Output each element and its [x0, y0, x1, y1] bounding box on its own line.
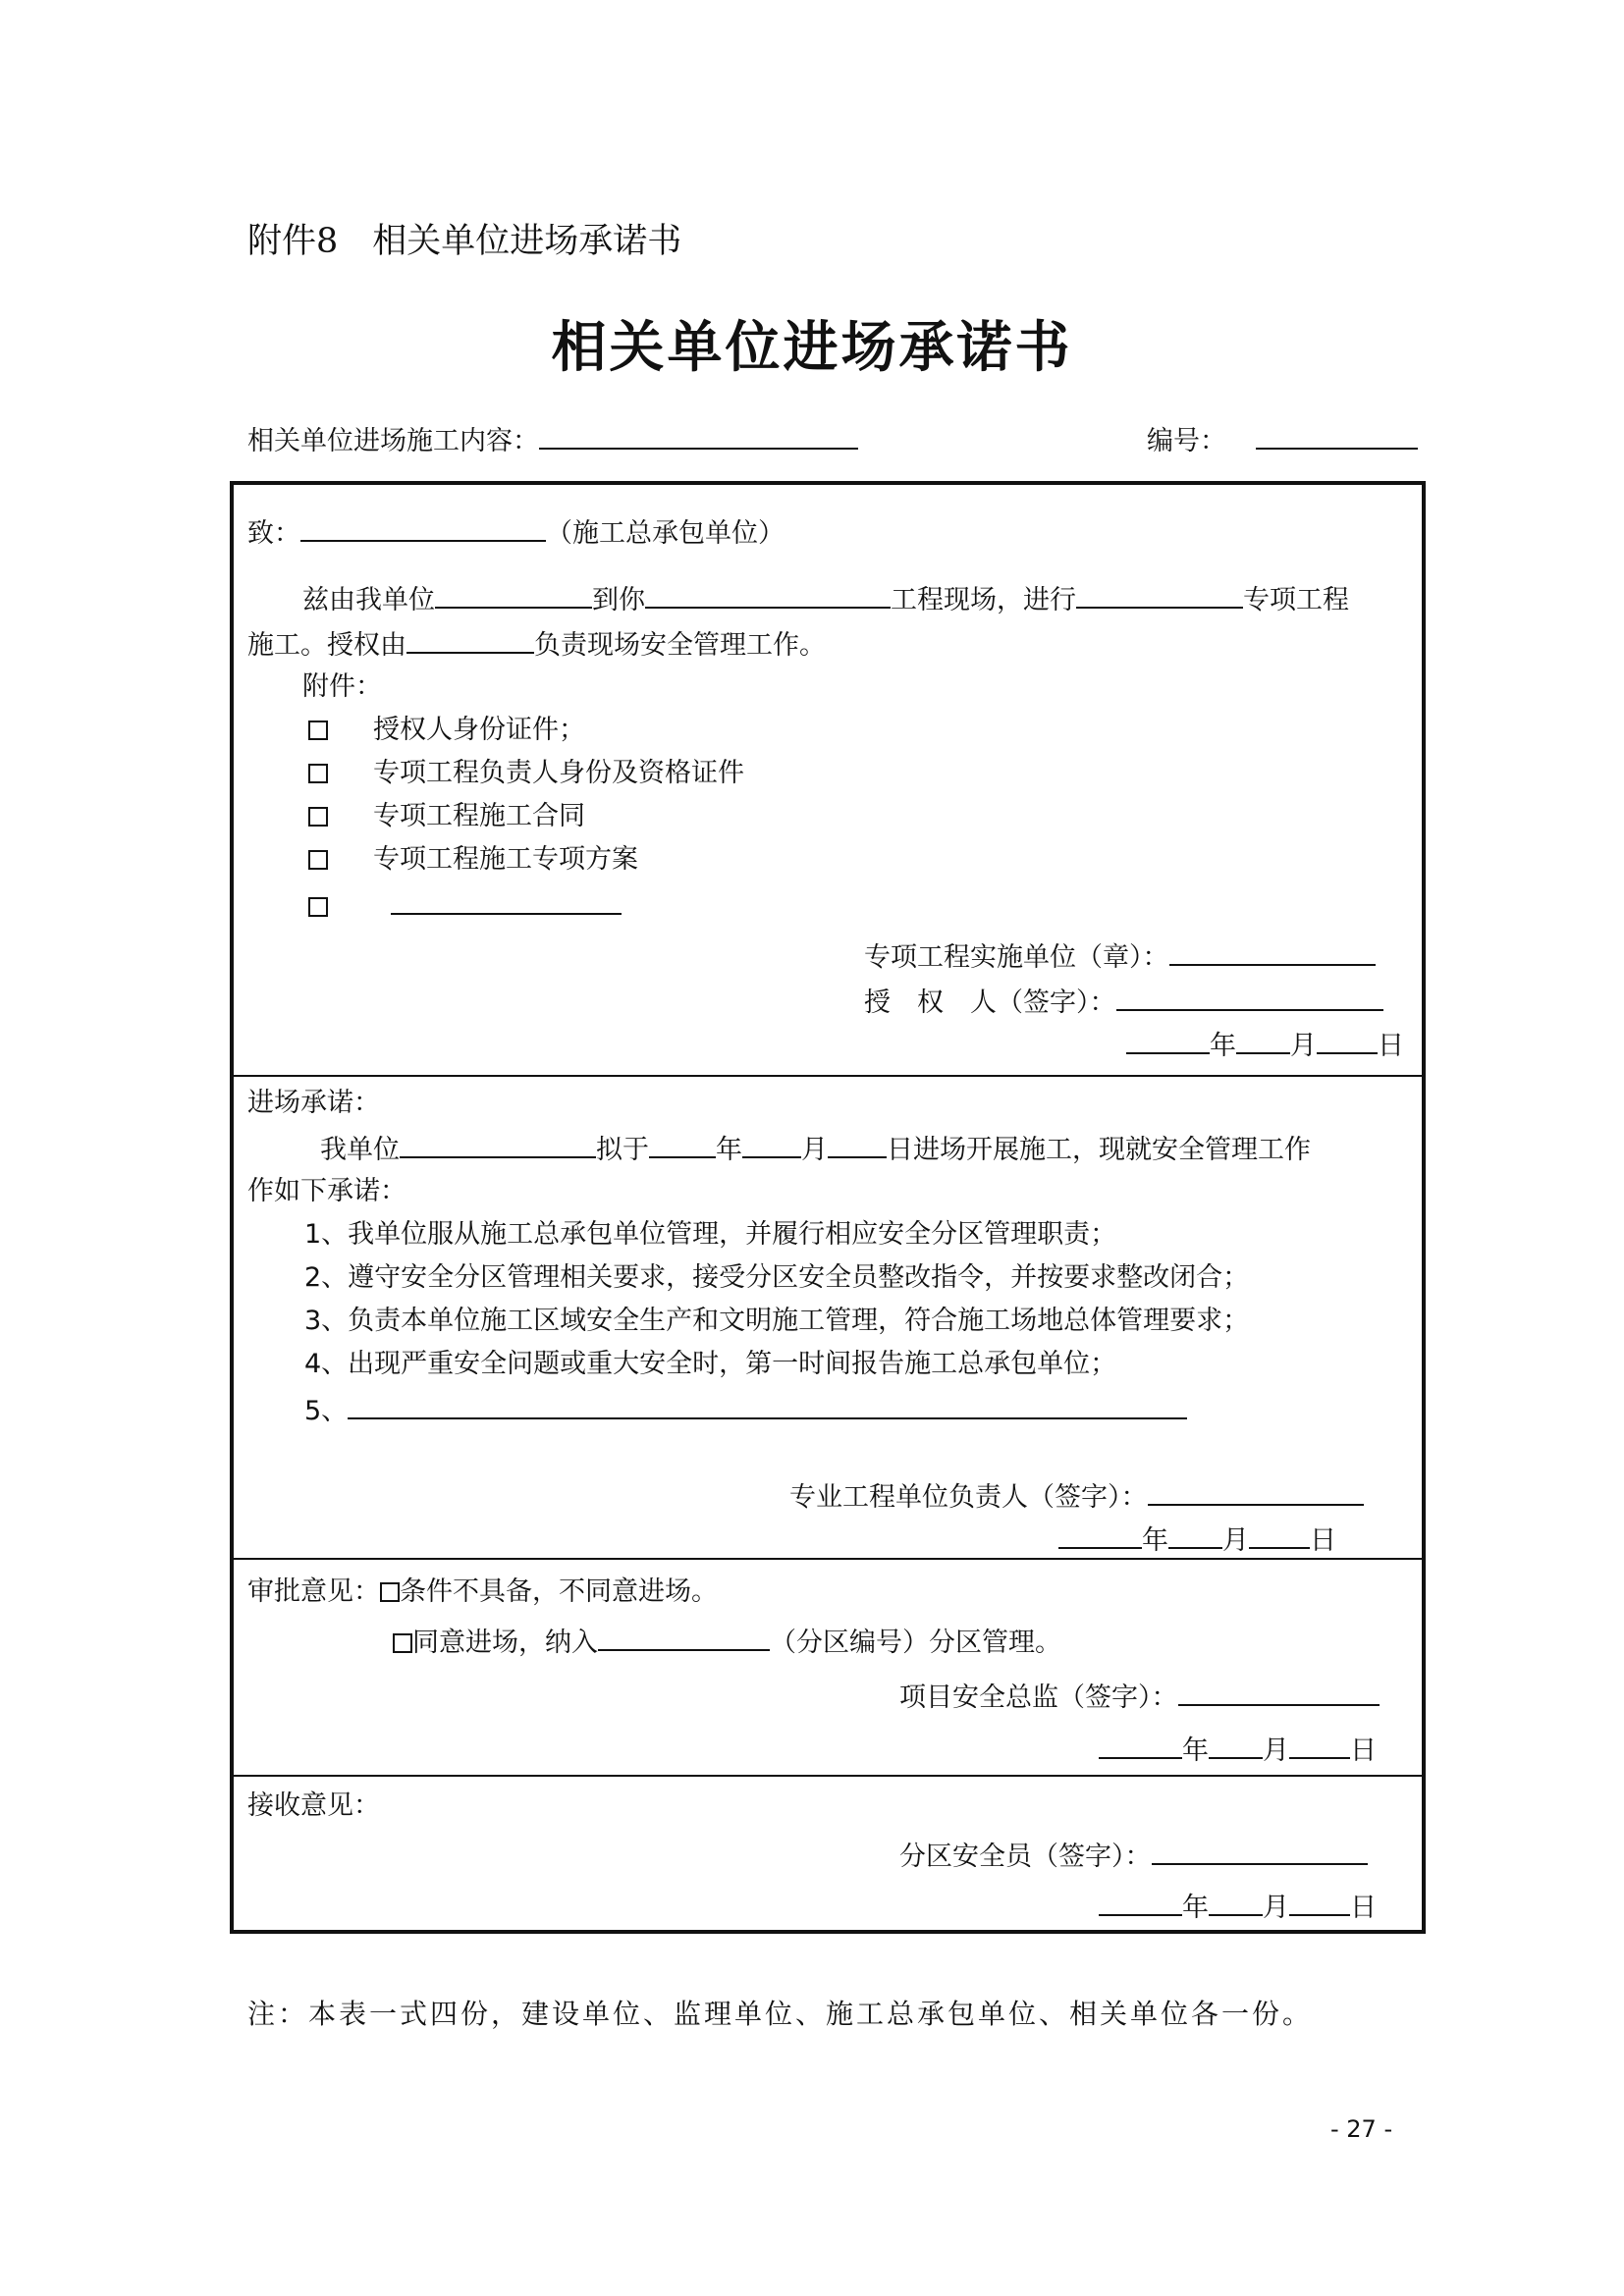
s3-sign-label: 项目安全总监（签字）： [899, 1682, 1178, 1713]
month-label: 月 [1290, 1031, 1317, 1061]
to-row [247, 512, 785, 552]
month-field[interactable] [1209, 1887, 1263, 1916]
year-field[interactable] [1126, 1025, 1210, 1054]
day-label: 日 [1378, 1031, 1404, 1061]
s2-year-field[interactable] [649, 1129, 716, 1158]
checkbox[interactable] [308, 721, 328, 740]
s1-line1 [302, 579, 1349, 618]
number-row [1147, 420, 1418, 459]
month-label: 月 [1263, 1735, 1289, 1766]
page-title: 相关单位进场承诺书 [551, 316, 1073, 380]
attachment-label: 专项工程负责人身份及资格证件 [373, 758, 744, 788]
s2-line1 [320, 1129, 1311, 1168]
form-table [230, 481, 1426, 1934]
month-field[interactable] [1236, 1025, 1290, 1054]
promise-item-5 [304, 1390, 1187, 1429]
divider-3 [230, 1775, 1426, 1777]
zone-number-field[interactable] [598, 1622, 770, 1651]
s2-sign-label: 专业工程单位负责人（签字）： [789, 1482, 1148, 1513]
divider-1 [230, 1075, 1426, 1077]
year-field[interactable] [1058, 1520, 1142, 1549]
sign1-field[interactable] [1169, 936, 1376, 966]
footnote: 注：本表一式四份，建设单位、监理单位、施工总承包单位、相关单位各一份。 [247, 1998, 1314, 2030]
to-suffix: （施工总承包单位） [546, 518, 785, 549]
month-label: 月 [1263, 1893, 1289, 1923]
month-label: 月 [1222, 1525, 1249, 1556]
s2-line1-a: 我单位 [320, 1135, 400, 1165]
approval-row-2 [393, 1622, 1061, 1661]
s1-line1-a: 兹由我单位 [302, 585, 435, 615]
sign1-label: 专项工程实施单位（章）： [864, 942, 1169, 973]
day-field[interactable] [1249, 1520, 1310, 1549]
s2-label: 进场承诺： [247, 1088, 380, 1118]
content-field[interactable] [539, 420, 858, 450]
authorized-field[interactable] [406, 624, 534, 654]
s1-line1-d: 专项工程 [1243, 585, 1349, 615]
year-label: 年 [1182, 1893, 1209, 1923]
day-label: 日 [1310, 1525, 1336, 1556]
s4-sign-field[interactable] [1152, 1836, 1368, 1865]
promise-item: 3、负责本单位施工区域安全生产和文明施工管理，符合施工场地总体管理要求； [304, 1306, 1250, 1336]
s1-line2-a: 施工。授权由 [247, 630, 406, 661]
year-field[interactable] [1099, 1730, 1182, 1759]
s2-line1-e: 日进场开展施工，现就安全管理工作 [887, 1135, 1311, 1165]
s3-sign-field[interactable] [1178, 1677, 1380, 1706]
s2-month-field[interactable] [742, 1129, 801, 1158]
option1-label: 条件不具备，不同意进场。 [400, 1576, 718, 1607]
s4-sign-row [899, 1836, 1368, 1875]
approval-row-1 [247, 1575, 718, 1610]
header-row [247, 420, 858, 459]
attachment-item [308, 713, 585, 748]
attach-label: 附件： [302, 671, 382, 702]
checkbox[interactable] [308, 850, 328, 870]
attachment-heading: 附件8 相关单位进场承诺书 [247, 222, 682, 261]
s2-line1-c: 年 [716, 1135, 742, 1165]
sign1-row [864, 936, 1376, 976]
to-label: 致： [247, 518, 300, 549]
page-number: - 27 - [1330, 2115, 1393, 2143]
s2-sign-row [789, 1476, 1364, 1516]
day-label: 日 [1350, 1735, 1377, 1766]
content-label: 相关单位进场施工内容： [247, 426, 539, 456]
day-label: 日 [1350, 1893, 1377, 1923]
date-row-4 [1099, 1887, 1377, 1926]
s2-unit-field[interactable] [400, 1129, 596, 1158]
attachment-label: 专项工程施工合同 [373, 801, 585, 831]
s1-line2-b: 负责现场安全管理工作。 [534, 630, 826, 661]
s4-sign-label: 分区安全员（签字）： [899, 1842, 1152, 1872]
attachment-label: 授权人身份证件； [373, 715, 585, 745]
to-field[interactable] [300, 512, 546, 542]
year-field[interactable] [1099, 1887, 1182, 1916]
option2-a: 同意进场，纳入 [412, 1628, 598, 1658]
date-row-2 [1058, 1520, 1336, 1559]
checkbox[interactable] [308, 764, 328, 783]
receive-label: 接收意见： [247, 1790, 380, 1821]
s1-line1-b: 到你 [592, 585, 645, 615]
attachment-other-field[interactable] [391, 885, 622, 915]
year-label: 年 [1210, 1031, 1236, 1061]
sign2-label: 授 权 人（签字）： [864, 988, 1116, 1018]
attachment-item [308, 756, 744, 791]
special-work-field[interactable] [1076, 579, 1243, 609]
promise-item: 4、出现严重安全问题或重大安全时，第一时间报告施工总承包单位； [304, 1349, 1117, 1379]
sign2-field[interactable] [1116, 982, 1383, 1011]
project-field[interactable] [645, 579, 891, 609]
item5-label: 5、 [304, 1396, 349, 1426]
day-field[interactable] [1289, 1887, 1350, 1916]
day-field[interactable] [1289, 1730, 1350, 1759]
s2-line1-b: 拟于 [596, 1135, 649, 1165]
checkbox[interactable] [308, 807, 328, 827]
date-row-1 [1126, 1025, 1404, 1064]
number-field[interactable] [1256, 420, 1418, 450]
s1-line2 [247, 624, 826, 664]
option2-b: （分区编号）分区管理。 [770, 1628, 1061, 1658]
year-label: 年 [1182, 1735, 1209, 1766]
s2-day-field[interactable] [828, 1129, 887, 1158]
month-field[interactable] [1168, 1520, 1222, 1549]
attachment-item [308, 799, 585, 834]
date-row-3 [1099, 1730, 1377, 1769]
month-field[interactable] [1209, 1730, 1263, 1759]
unit-field[interactable] [435, 579, 592, 609]
s2-sign-field[interactable] [1148, 1476, 1364, 1506]
year-label: 年 [1142, 1525, 1168, 1556]
promise-item: 2、遵守安全分区管理相关要求，接受分区安全员整改指令，并按要求整改闭合； [304, 1262, 1250, 1293]
item5-field[interactable] [348, 1390, 1187, 1419]
promise-item: 1、我单位服从施工总承包单位管理，并履行相应安全分区管理职责； [304, 1219, 1117, 1250]
s2-line2: 作如下承诺： [247, 1176, 406, 1206]
checkbox-disagree[interactable] [380, 1582, 400, 1602]
s2-line1-d: 月 [801, 1135, 828, 1165]
attachment-label: 专项工程施工专项方案 [373, 844, 638, 875]
sign2-row [864, 982, 1383, 1021]
checkbox-agree[interactable] [393, 1633, 412, 1653]
attachment-item [308, 842, 638, 878]
day-field[interactable] [1317, 1025, 1378, 1054]
s1-line1-c: 工程现场，进行 [891, 585, 1076, 615]
approval-label: 审批意见： [247, 1576, 380, 1607]
s3-sign-row [899, 1677, 1380, 1716]
checkbox[interactable] [308, 897, 328, 917]
number-label: 编号： [1147, 426, 1226, 456]
attachment-item [308, 885, 622, 925]
